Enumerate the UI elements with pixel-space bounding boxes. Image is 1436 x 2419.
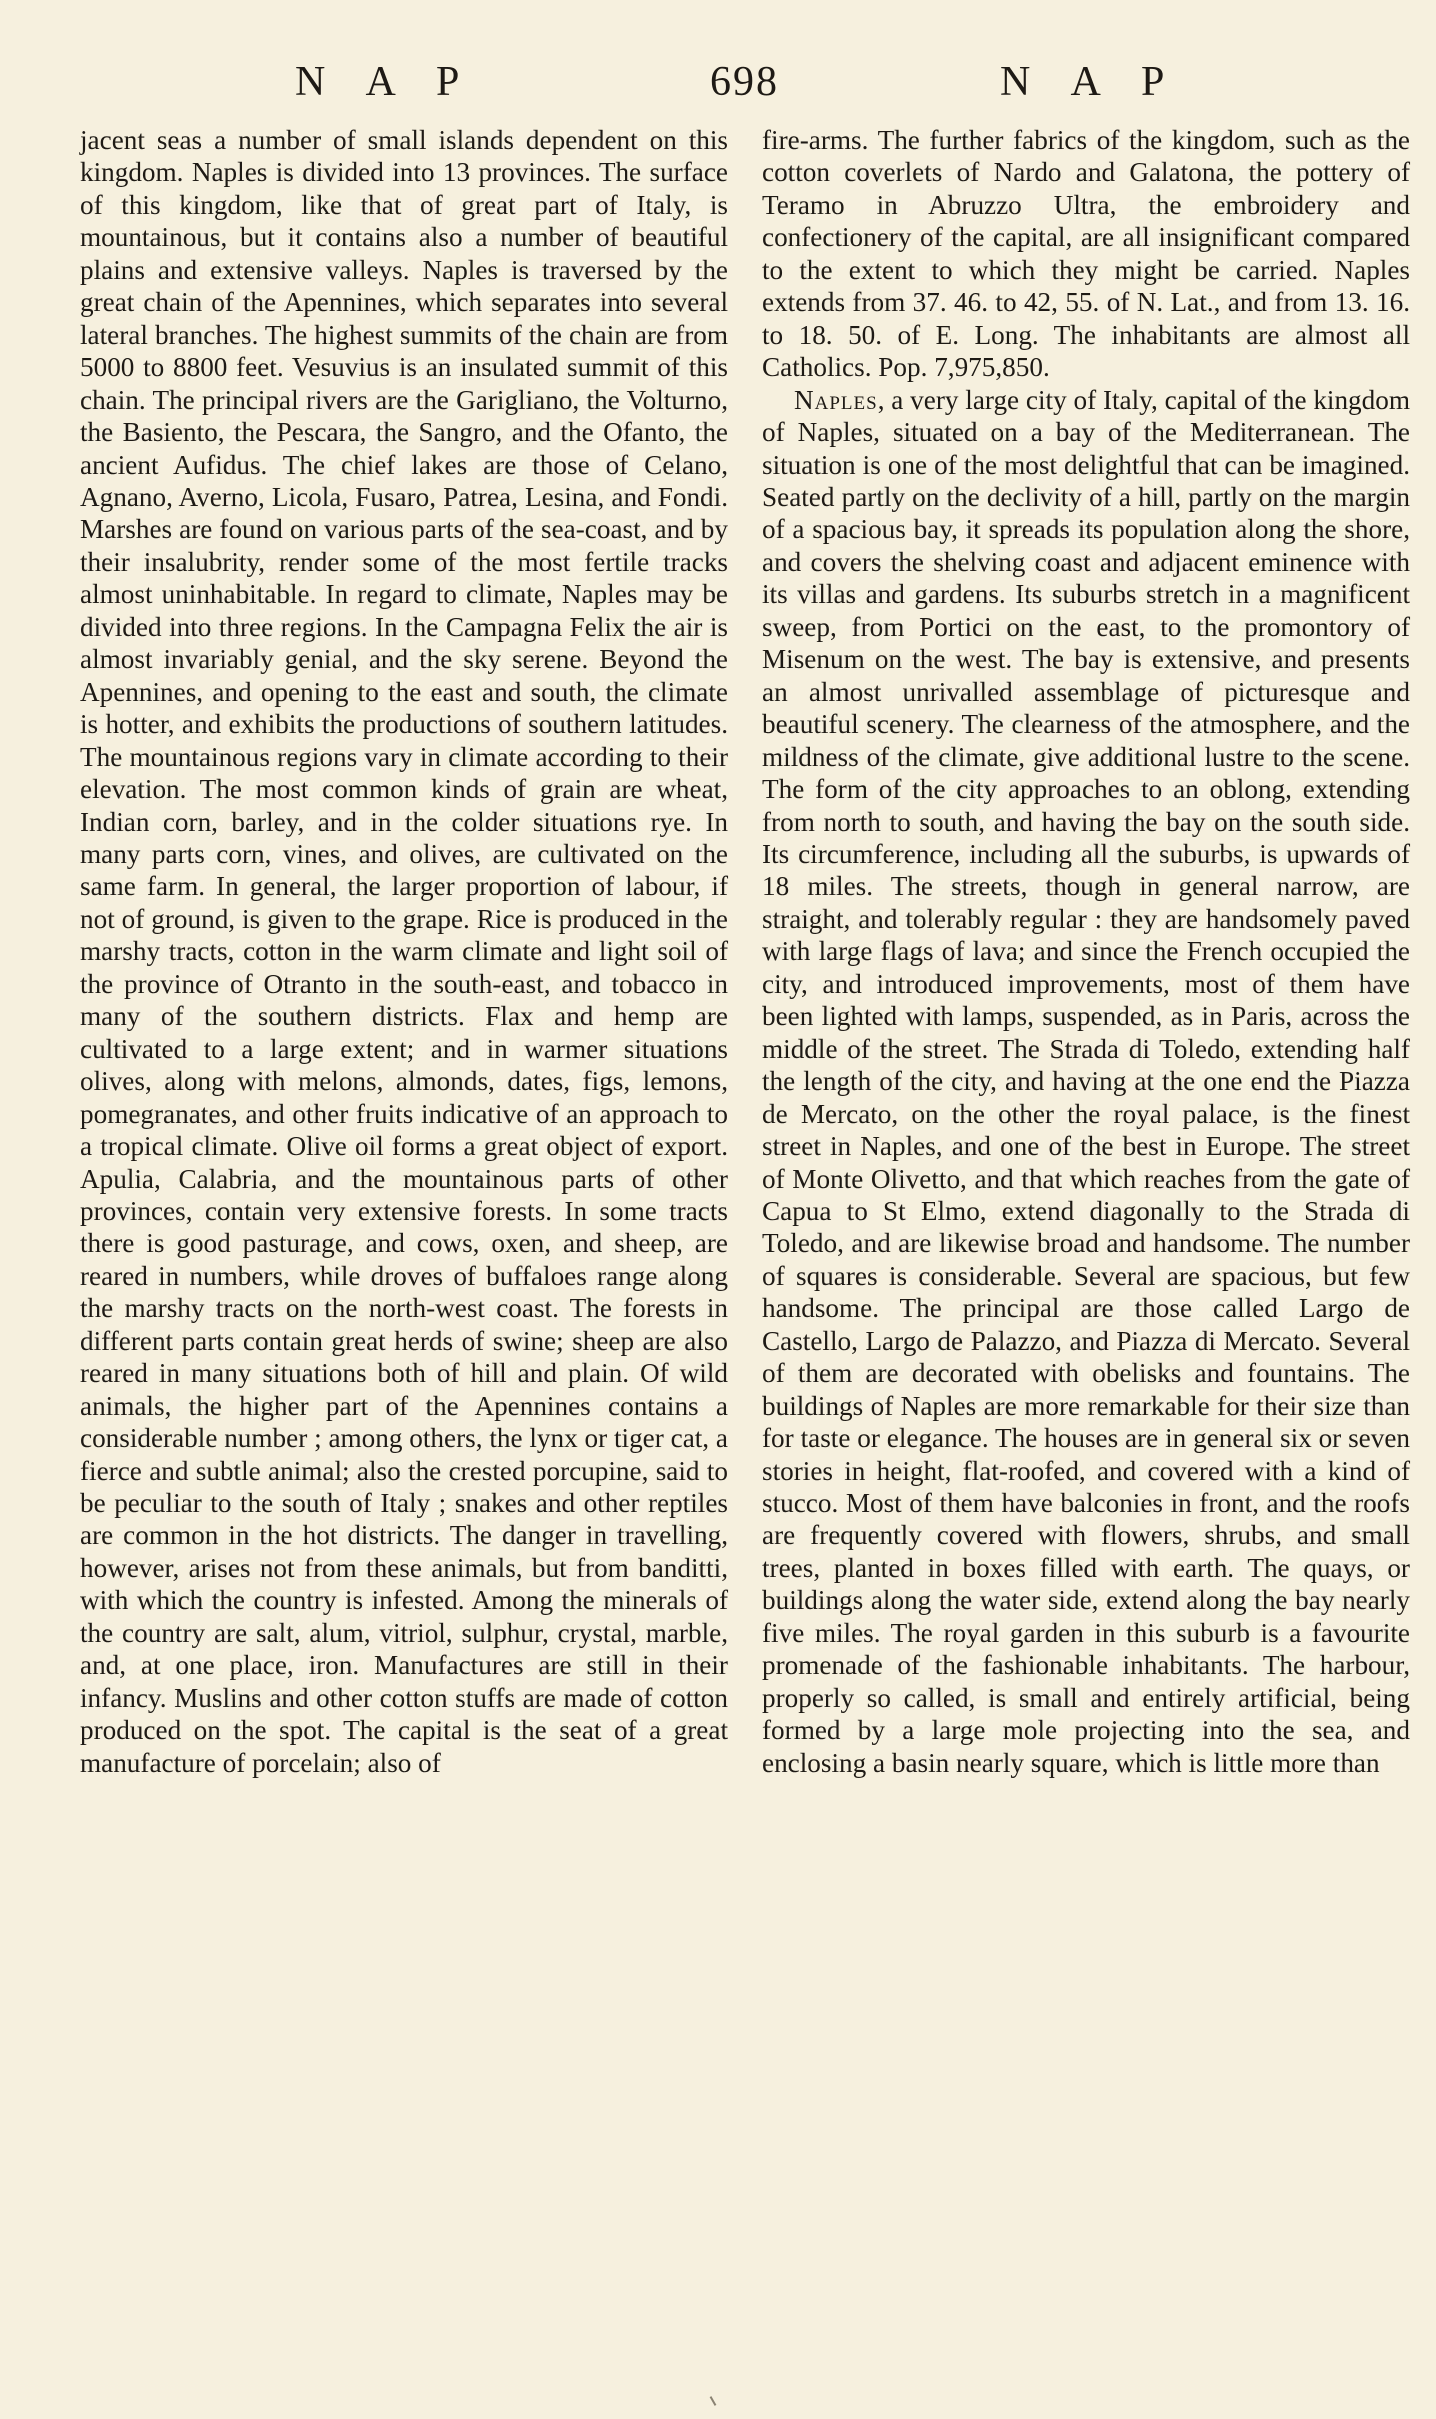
entry-headword: Naples (794, 384, 878, 415)
right-column-paragraph-1: fire-arms. The further fabrics of the kingdom, such as the cotton coverlets of Nardo and Galatona, the pottery of Teramo in Abruzzo Ultra, the embroidery and confectionery of the capital, are all insignificant compared to the extent to which they might be carried. Naples extends from 37. 46. to 42, 55. of N. Lat., and from 13. 16. to 18. 50. of E. Long. The inhabitants are almost all Catholics. Pop. 7,975,850. (762, 125, 1410, 383)
naples-entry-paragraph (762, 384, 1410, 1779)
right-column (762, 124, 1410, 1779)
running-head-right: N A P (1000, 59, 1181, 105)
running-head (80, 58, 1370, 114)
left-column (80, 124, 728, 1779)
running-head-left: N A P (295, 59, 476, 105)
left-column-text: jacent seas a number of small islands dependent on this kingdom. Naples is divided into 13 provinces. The surface of this kingdom, like that of great part of Italy, is mountainous, but it contains also a number of beautiful plains and extensive valleys. Naples is traversed by the great chain of the Apennines, which separates into several lateral branches. The highest summits of the chain are from 5000 to 8800 feet. Vesuvius is an insulated summit of this chain. The principal rivers are the Garigliano, the Volturno, the Basiento, the Pescara, the Sangro, and the Ofanto, the ancient Aufidus. The chief lakes are those of Celano, Agnano, Averno, Licola, Fusaro, Patrea, Lesina, and Fondi. Marshes are found on various parts of the sea-coast, and by their insalubrity, render some of the most fertile tracks almost uninhabitable. In regard to climate, Naples may be divided into three regions. In the Campagna Felix the air is almost invariably genial, and the sky serene. Beyond the Apennines, and opening to the east and south, the climate is hotter, and exhibits the productions of southern latitudes. The mountainous regions vary in climate according to their elevation. The most common kinds of grain are wheat, Indian corn, barley, and in the colder situations rye. In many parts corn, vines, and olives, are cultivated on the same farm. In general, the larger proportion of labour, if not of ground, is given to the grape. Rice is produced in the marshy tracts, cotton in the warm climate and light soil of the province of Otranto in the south-east, and tobacco in many of the southern districts. Flax and hemp are cultivated to a large extent; and in warmer situations olives, along with melons, almonds, dates, figs, lemons, pomegranates, and other fruits indicative of an approach to a tropical climate. Olive oil forms a great object of export. Apulia, Calabria, and the mountainous parts of other provinces, contain very extensive forests. In some tracts there is good pasturage, and cows, oxen, and sheep, are reared in numbers, while droves of buffaloes range along the marshy tracts on the north-west coast. The forests in different parts contain great herds of swine; sheep are also reared in many situations both of hill and plain. Of wild animals, the higher part of the Apennines contains a considerable number ; among others, the lynx or tiger cat, a fierce and subtle animal; also the crested porcupine, said to be peculiar to the south of Italy ; snakes and other reptiles are common in the hot districts. The danger in travelling, however, arises not from these animals, but from banditti, with which the country is infested. Among the minerals of the country are salt, alum, vitriol, sulphur, crystal, marble, and, at one place, iron. Manufactures are still in their infancy. Muslins and other cotton stuffs are made of cotton produced on the spot. The capital is the seat of a great manufacture of porcelain; also of (80, 125, 728, 1778)
stray-print-mark (710, 2396, 717, 2406)
naples-entry-text: , a very large city of Italy, capital of the kingdom of Naples, situated on a bay of the Mediterranean. The situation is one of the most delightful that can be imagined. Seated partly on the declivity of a hill, partly on the margin of a spacious bay, it spreads its population along the shore, and covers the shelving coast and adjacent eminence with its villas and gardens. Its suburbs stretch in a magnificent sweep, from Portici on the east, to the promontory of Misenum on the west. The bay is extensive, and presents an almost unrivalled assemblage of picturesque and beautiful scenery. The clearness of the atmosphere, and the mildness of the climate, give additional lustre to the scene. The form of the city approaches to an oblong, extending from north to south, and having the bay on the south side. Its circumference, including all the suburbs, is upwards of 18 miles. The streets, though in general narrow, are straight, and tolerably regular : they are handsomely paved with large flags of lava; and since the French occupied the city, and introduced improvements, most of them have been lighted with lamps, suspended, as in Paris, across the middle of the street. The Strada di Toledo, extending half the length of the city, and having at the one end the Piazza de Mercato, on the other the royal palace, is the finest street in Naples, and one of the best in Europe. The street of Monte Olivetto, and that which reaches from the gate of Capua to St Elmo, extend diagonally to the Strada di Toledo, and are likewise broad and handsome. The number of squares is considerable. Several are spacious, but few handsome. The principal are those called Largo de Castello, Largo de Palazzo, and Piazza di Mercato. Several of them are decorated with obelisks and fountains. The buildings of Naples are more remarkable for their size than for taste or elegance. The houses are in general six or seven stories in height, flat-roofed, and covered with a kind of stucco. Most of them have balconies in front, and the roofs are frequently covered with flowers, shrubs, and small trees, planted in boxes filled with earth. The quays, or buildings along the water side, extend along the bay nearly five miles. The royal garden in this suburb is a favourite promenade of the fashionable inhabitants. The harbour, properly so called, is small and entirely artificial, being formed by a large mole projecting into the sea, and enclosing a basin nearly square, which is little more than (762, 384, 1410, 1778)
page-number: 698 (710, 59, 779, 105)
